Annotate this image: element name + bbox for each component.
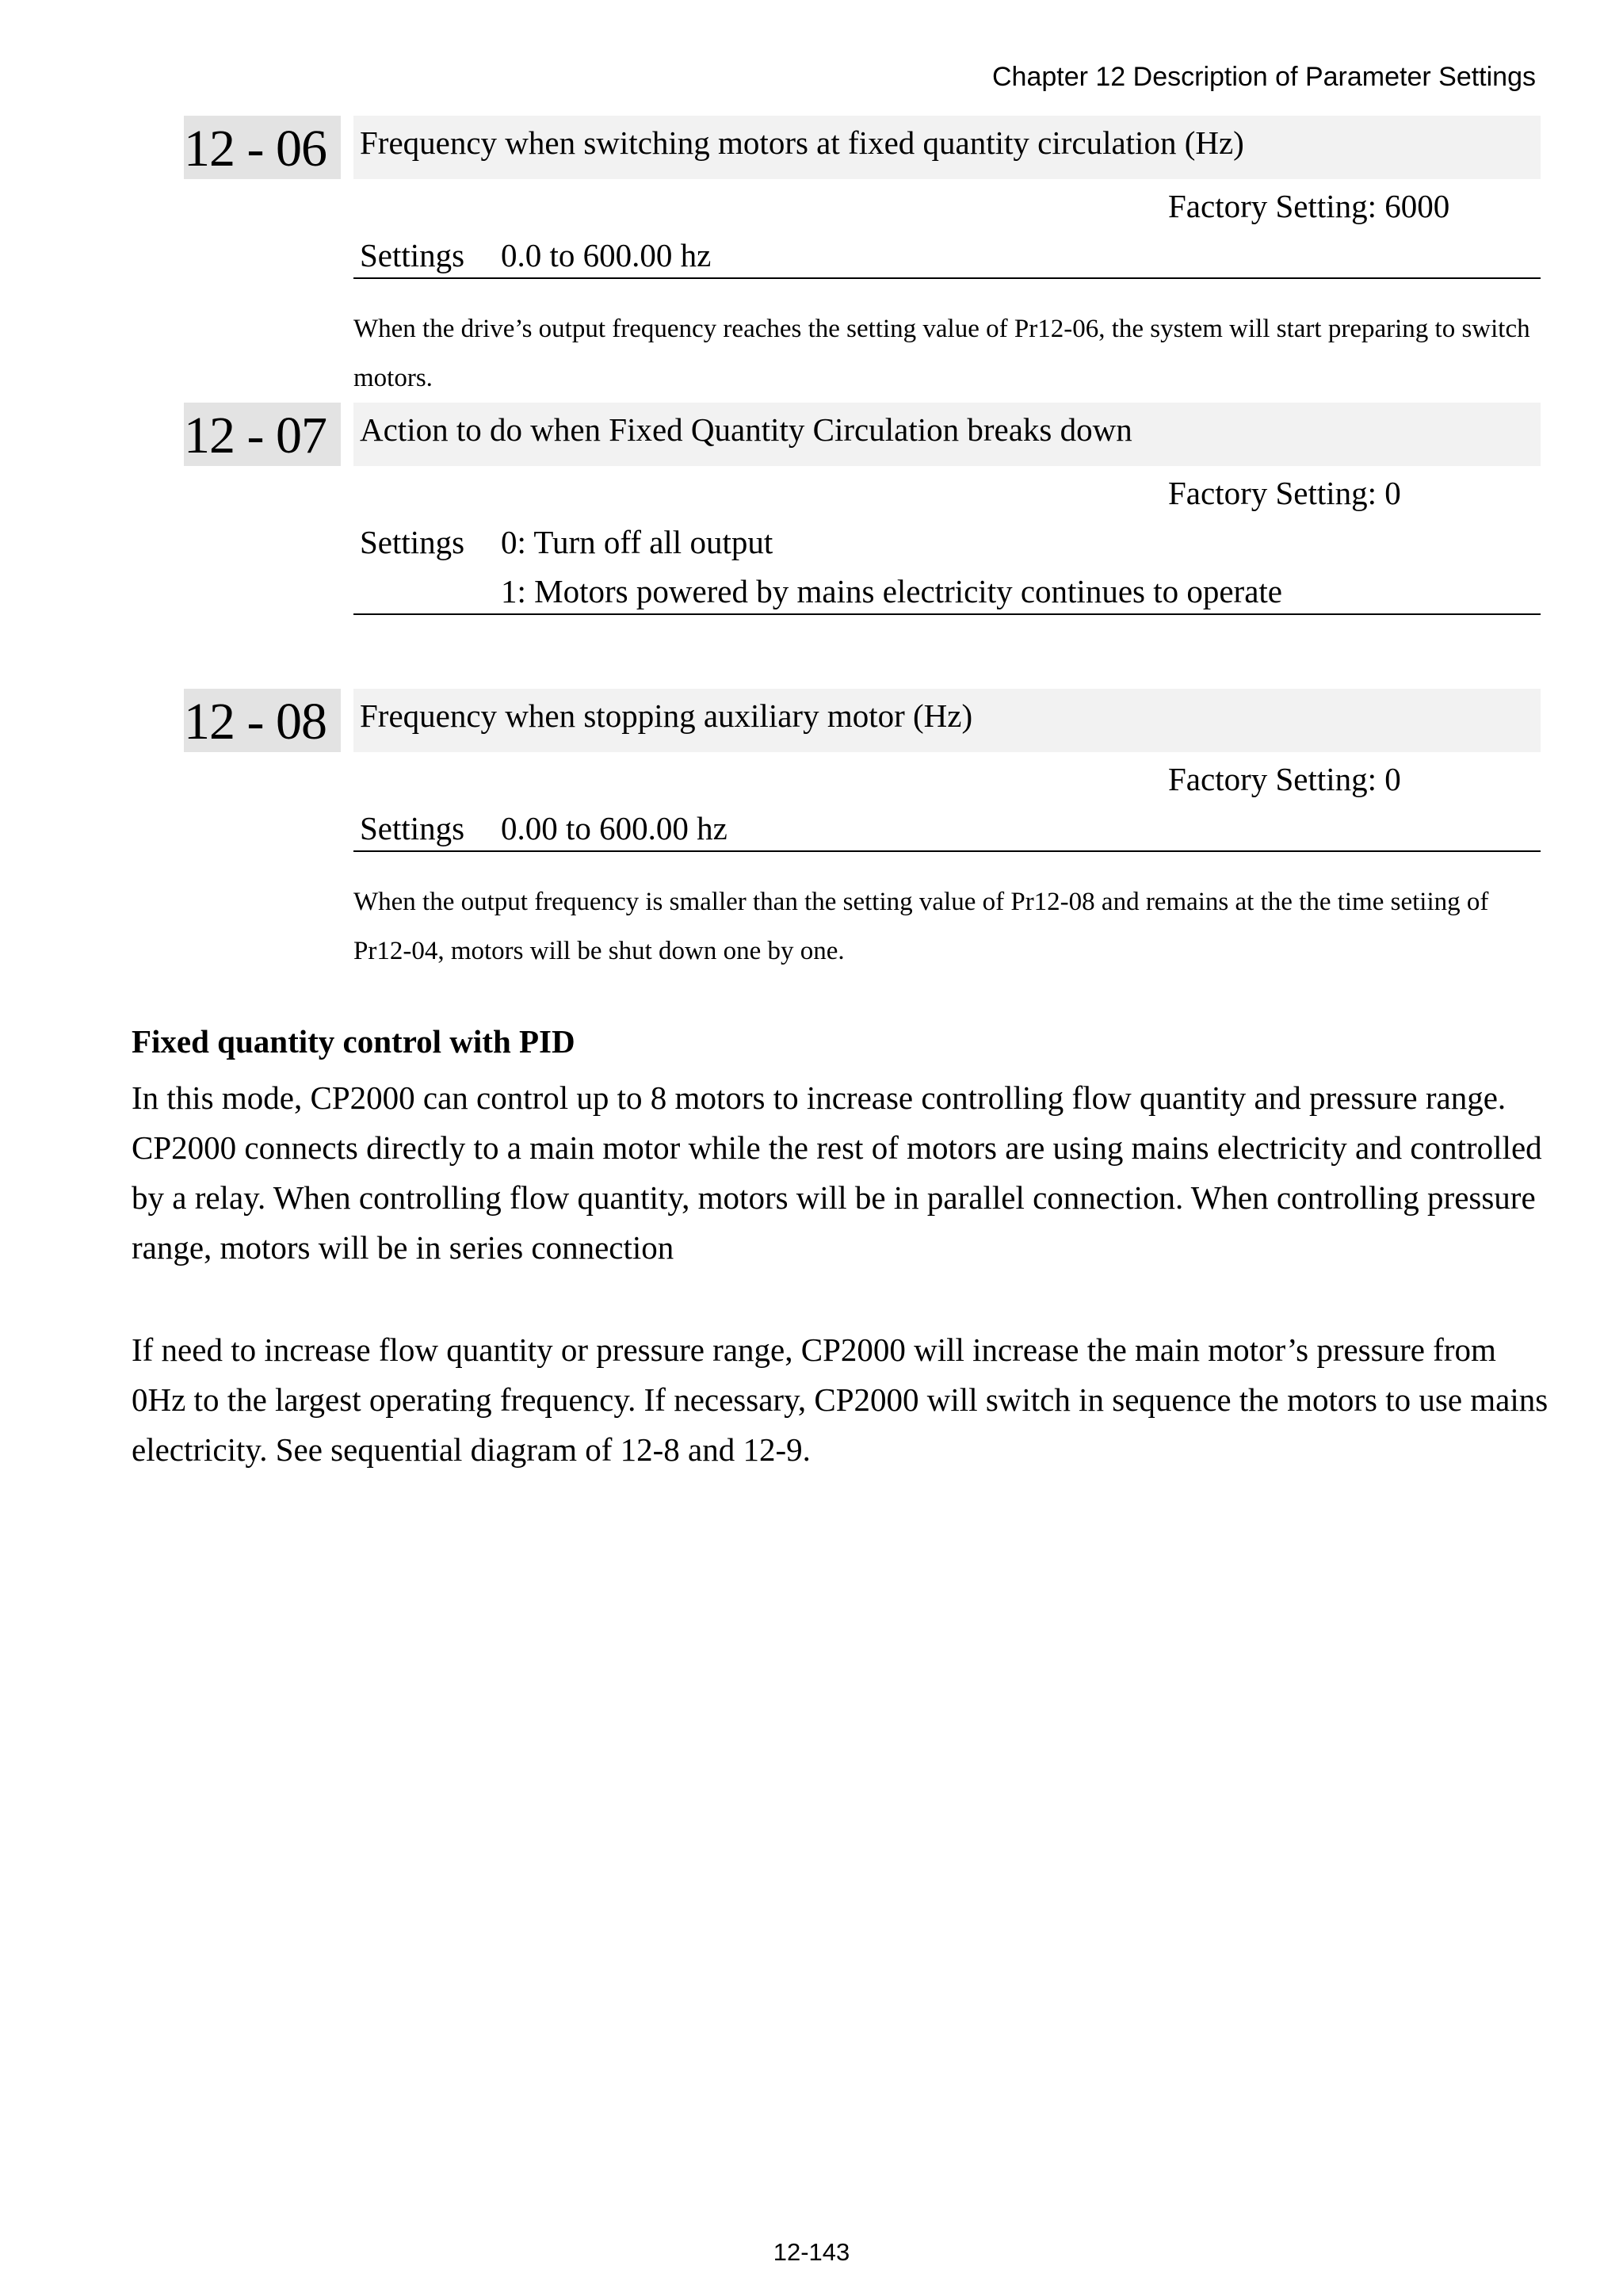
param-description: When the drive’s output frequency reaches the setting value of Pr12-06, the system will start preparing to switch motors. bbox=[353, 315, 1530, 392]
settings-label: Settings bbox=[360, 524, 465, 560]
page-number: 12-143 bbox=[773, 2238, 850, 2266]
factory-setting: Factory Setting: 0 bbox=[1168, 475, 1401, 511]
settings-divider bbox=[353, 850, 1541, 852]
param-title: Frequency when switching motors at fixed quantity circulation (Hz) bbox=[353, 116, 1541, 179]
param-title: Frequency when stopping auxiliary motor (Hz) bbox=[353, 689, 1541, 752]
param-code: 12 - 08 bbox=[184, 689, 341, 752]
settings-option: 1: Motors powered by mains electricity continues to operate bbox=[501, 573, 1283, 609]
factory-setting: Factory Setting: 6000 bbox=[1168, 188, 1450, 224]
section-paragraph: If need to increase flow quantity or pressure range, CP2000 will increase the main motor’s pressure from 0Hz to the largest operating frequency. If necessary, CP2000 will switch in sequence the motors to use mains electricity. See sequential diagram of 12-8 and 12-9. bbox=[132, 1331, 1549, 1468]
param-code: 12 - 07 bbox=[184, 403, 341, 466]
settings-label: Settings bbox=[360, 810, 465, 846]
section-title: Fixed quantity control with PID bbox=[132, 1023, 575, 1060]
settings-option: 0.0 to 600.00 hz bbox=[501, 237, 712, 273]
param-title: Action to do when Fixed Quantity Circulation breaks down bbox=[353, 403, 1541, 466]
chapter-header: Chapter 12 Description of Parameter Settings bbox=[991, 62, 1536, 92]
settings-divider bbox=[353, 277, 1541, 279]
param-code: 12 - 06 bbox=[184, 116, 341, 179]
section-paragraph: In this mode, CP2000 can control up to 8 motors to increase controlling flow quantity and pressure range. CP2000 connects directly to a main motor while the rest of motors are using mains electricity and controlled by a relay. When controlling flow quantity, motors will be in parallel connection. When controlling pressure range, motors will be in series connection bbox=[132, 1079, 1542, 1266]
settings-option: 0: Turn off all output bbox=[501, 524, 773, 560]
settings-label: Settings bbox=[360, 237, 465, 273]
factory-setting: Factory Setting: 0 bbox=[1168, 761, 1401, 797]
settings-divider bbox=[353, 613, 1541, 615]
param-description: When the output frequency is smaller than the setting value of Pr12-08 and remains at the the time setiing of Pr12-04, motors will be shut down one by one. bbox=[353, 888, 1489, 965]
settings-option: 0.00 to 600.00 hz bbox=[501, 810, 727, 846]
